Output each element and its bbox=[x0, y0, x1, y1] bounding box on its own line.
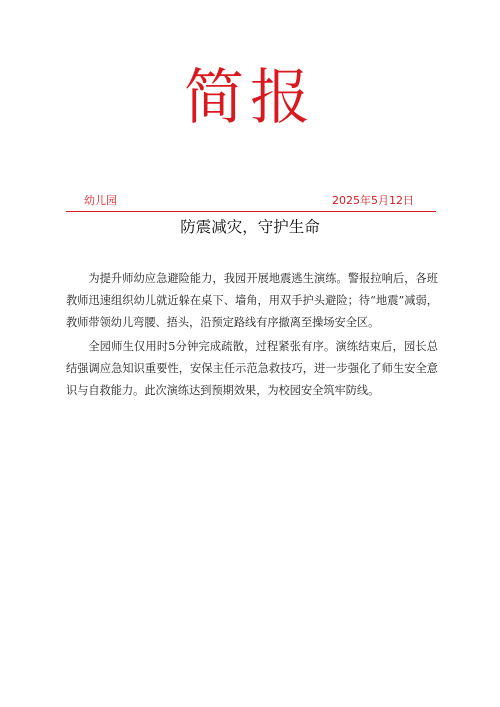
organization-name: 幼儿园 bbox=[84, 194, 117, 207]
article-paragraph: 为提升师幼应急避险能力，我园开展地震逃生演练。警报拉响后，各班教师迅速组织幼儿就近躲在桌下、墙角，用双手护头避险；待“地震”减弱，教师带领幼儿弯腰、捂头，沿预定路线有序撤离至操场安全区。 bbox=[66, 272, 438, 329]
issue-date: 2025年5月12日 bbox=[332, 194, 414, 207]
divider-rule bbox=[66, 211, 436, 212]
masthead-title: 简报 bbox=[184, 63, 316, 133]
article-paragraph: 全园师生仅用时5分钟完成疏散，过程紧张有序。演练结束后，园长总结强调应急知识重要性，安保主任示范急救技巧，进一步强化了师生安全意识与自救能力。此次演练达到预期效果，为校园安全筑牢防线。 bbox=[66, 340, 438, 397]
article-headline: 防震减灾，守护生命 bbox=[180, 218, 320, 236]
meta-row bbox=[70, 192, 428, 210]
article-body bbox=[66, 268, 438, 404]
